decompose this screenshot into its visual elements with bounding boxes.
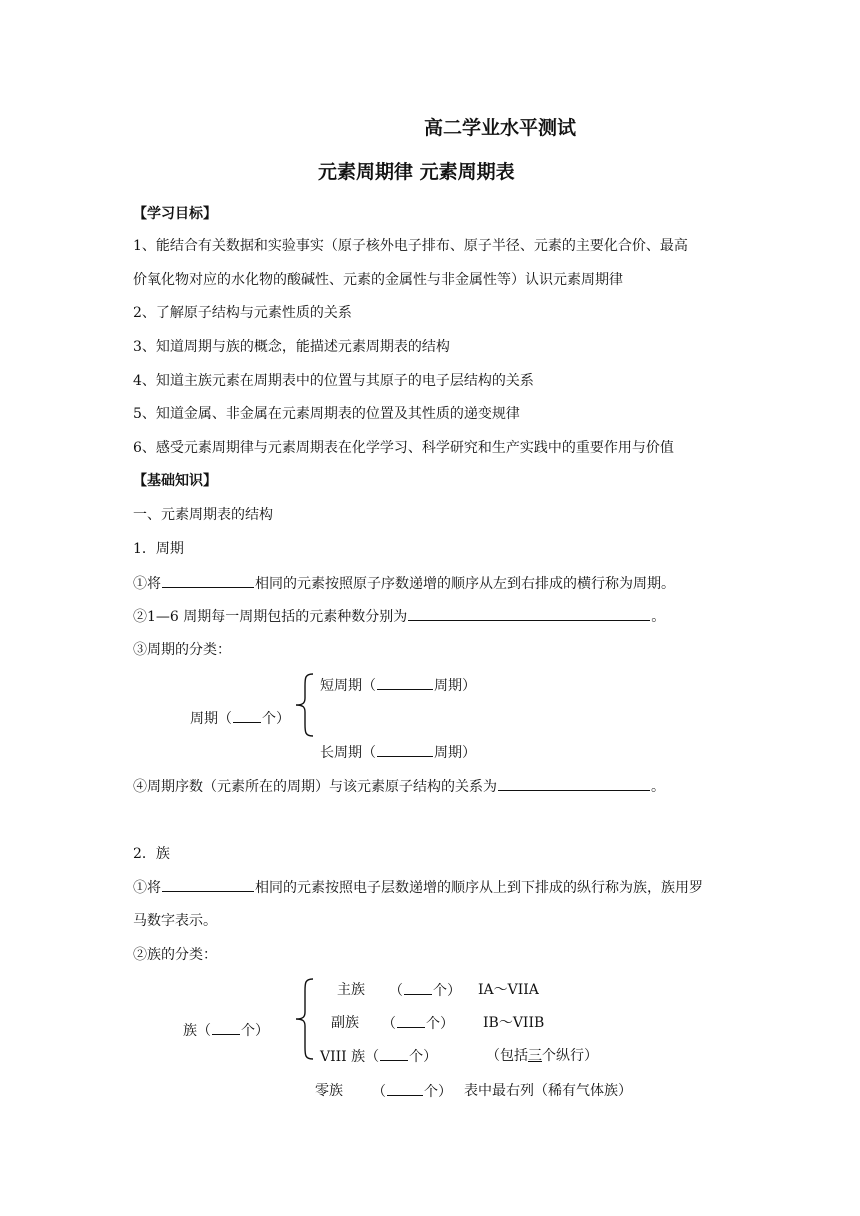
zero-group-blank[interactable] bbox=[387, 1082, 423, 1096]
zero-group-suffix: 个） bbox=[424, 1084, 452, 1100]
period-q1-suffix: 相同的元素按照原子序数递增的顺序从左到右排成的横行称为周期。 bbox=[255, 576, 675, 592]
short-period-suffix: 周期） bbox=[434, 678, 476, 694]
basics-heading: 【基础知识】 bbox=[133, 473, 217, 489]
group-q1-suffix: 相同的元素按照电子层数递增的顺序从上到下排成的纵行称为族，族用罗 bbox=[255, 880, 703, 896]
group-question-1-line-2: 马数字表示。 bbox=[133, 913, 217, 929]
short-period-prefix: 短周期（ bbox=[320, 678, 376, 694]
group-root-blank[interactable] bbox=[212, 1021, 240, 1035]
group-q1-prefix: ①将 bbox=[133, 880, 161, 896]
group-question-2: ②族的分类： bbox=[133, 947, 217, 963]
period-question-1 bbox=[133, 574, 675, 593]
main-group-prefix: （ bbox=[389, 983, 403, 999]
viii-group-blank[interactable] bbox=[380, 1047, 408, 1061]
objectives-heading: 【学习目标】 bbox=[133, 206, 217, 222]
objective-4: 4、知道主族元素在周期表中的位置与其原子的电子层结构的关系 bbox=[133, 373, 534, 389]
main-group-count bbox=[389, 981, 461, 1000]
viii-group-note bbox=[486, 1047, 598, 1065]
viii-group-suffix: 个） bbox=[409, 1049, 438, 1065]
period-question-4 bbox=[133, 777, 665, 796]
period-q2-blank[interactable] bbox=[408, 607, 650, 621]
long-period-prefix: 长周期（ bbox=[320, 745, 376, 761]
group-heading: 2．族 bbox=[133, 846, 170, 862]
document-title: 高二学业水平测试 bbox=[424, 117, 577, 139]
sub-group-range: IB～VIIB bbox=[483, 1015, 545, 1031]
sub-group-blank[interactable] bbox=[397, 1014, 425, 1028]
sub-group-label: 副族 bbox=[331, 1015, 359, 1031]
part-1-heading: 一、元素周期表的结构 bbox=[133, 507, 273, 523]
period-question-3: ③周期的分类： bbox=[133, 642, 231, 658]
period-q1-prefix: ①将 bbox=[133, 576, 161, 592]
objective-5: 5、知道金属、非金属在元素周期表的位置及其性质的递变规律 bbox=[133, 406, 520, 422]
main-group-range: IA～VIIA bbox=[478, 982, 539, 998]
period-heading: 1．周期 bbox=[133, 541, 184, 557]
group-q1-blank[interactable] bbox=[162, 878, 254, 892]
group-root-suffix: 个） bbox=[241, 1023, 269, 1039]
period-q1-blank[interactable] bbox=[162, 574, 254, 588]
period-root-suffix: 个） bbox=[262, 711, 290, 727]
zero-group-label: 零族 bbox=[315, 1083, 343, 1099]
zero-group-prefix: （ bbox=[372, 1084, 386, 1100]
main-group-label: 主族 bbox=[337, 982, 365, 998]
objective-6: 6、感受元素周期律与元素周期表在化学学习、科学研究和生产实践中的重要作用与价值 bbox=[133, 440, 674, 456]
short-period-item bbox=[320, 676, 476, 695]
period-q2-prefix: ②1—6 周期每一周期包括的元素种数分别为 bbox=[133, 609, 408, 625]
zero-group-note: 表中最右列（稀有气体族） bbox=[464, 1083, 632, 1099]
group-root-prefix: 族（ bbox=[183, 1023, 211, 1039]
viii-group-item bbox=[320, 1047, 437, 1066]
period-root-blank[interactable] bbox=[233, 709, 261, 723]
objective-1-line-1: 1、能结合有关数据和实验事实（原子核外电子排布、原子半径、元素的主要化合价、最高 bbox=[133, 238, 688, 254]
long-period-item bbox=[320, 743, 476, 762]
main-group-blank[interactable] bbox=[404, 981, 432, 995]
viii-group-prefix: VIII 族（ bbox=[320, 1049, 380, 1065]
long-period-blank[interactable] bbox=[377, 743, 433, 757]
viii-note-prefix: （包括 bbox=[486, 1048, 528, 1064]
sub-group-suffix: 个） bbox=[426, 1016, 454, 1032]
period-q4-blank[interactable] bbox=[498, 777, 650, 791]
period-brace-icon bbox=[293, 672, 315, 738]
short-period-blank[interactable] bbox=[377, 676, 433, 690]
viii-note-suffix: 个纵行） bbox=[542, 1048, 598, 1064]
document-subtitle: 元素周期律 元素周期表 bbox=[318, 161, 515, 183]
period-q4-prefix: ④周期序数（元素所在的周期）与该元素原子结构的关系为 bbox=[133, 779, 497, 795]
group-question-1 bbox=[133, 878, 703, 897]
group-brace-icon bbox=[293, 977, 315, 1061]
period-question-2 bbox=[133, 607, 665, 626]
objective-3: 3、知道周期与族的概念，能描述元素周期表的结构 bbox=[133, 339, 450, 355]
objective-2: 2、了解原子结构与元素性质的关系 bbox=[133, 305, 352, 321]
long-period-suffix: 周期） bbox=[434, 745, 476, 761]
group-root-label bbox=[183, 1021, 269, 1040]
main-group-suffix: 个） bbox=[433, 983, 461, 999]
period-q4-suffix: 。 bbox=[651, 779, 665, 795]
zero-group-count bbox=[372, 1082, 452, 1101]
sub-group-prefix: （ bbox=[382, 1016, 396, 1032]
objective-1-line-2: 价氧化物对应的水化物的酸碱性、元素的金属性与非金属性等）认识元素周期律 bbox=[133, 272, 623, 288]
sub-group-count bbox=[382, 1014, 454, 1033]
period-q2-suffix: 。 bbox=[651, 609, 666, 625]
period-root-prefix: 周期（ bbox=[190, 711, 232, 727]
period-root-label bbox=[190, 709, 290, 728]
viii-note-count: 三 bbox=[528, 1048, 542, 1064]
